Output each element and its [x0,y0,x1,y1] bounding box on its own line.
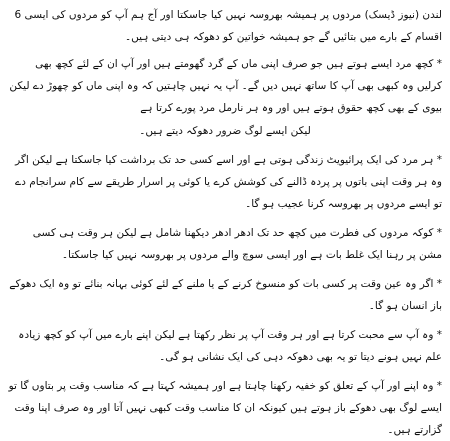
point-last-minute-excuses: * اگر وہ عین وقت پر کسی بات کو منسوخ کرنے کے یا ملنے کے لئے کوئی بہانہ بنائے تو وہ ایک دھوکے باز انسان ہو گا۔ [9,278,442,312]
point-wandering-eye: * کوکہ مردوں کی فطرت میں کچھ حد تک ادھر ادھر دیکھنا شامل ہے لیکن ہر وقت ہی کسی مشن پر رہنا ایک غلط بات ہے اور ایسی سوچ والے مردوں پر بھروسہ نہیں کیا جاسکتا۔ [32,227,442,261]
point-secretive-life: * ہر مرد کی ایک پرائیویٹ زندگی ہوتی ہے اور اسے کسی حد تک برداشت کیا جاسکتا ہے لیکن اگر وہ ہر وقت اپنی باتوں پر پردہ ڈالنے کی کوشش کرے یا کوئی پر اسرار طریقے سے کام سرانجام دے تو ایسے مردوں پر بھروسہ کرنا عجیب ہو گا۔ [15,154,442,210]
point-hides-himself: * وہ آپ سے محبت کرتا ہے اور ہر وقت آپ پر نظر رکھتا ہے لیکن اپنے بارے میں آپ کو کچھ زیادہ علم نہیں ہونے دیتا تو یہ بھی دھوکہ دہی کی ایک نشانی ہو گی۔ [18,329,442,363]
point-secret-relationship: * وہ اپنے اور آپ کے تعلق کو خفیہ رکھنا چاہتا ہے اور ہمیشہ کہتا ہے کہ مناسب وقت پر بتاوں گا تو ایسے لوگ بھی دھوکے باز ہوتے ہیں کیونکہ ان کا مناسب وقت کبھی نہیں آتا اور وہ صرف اپنا وقت گزارتے ہیں۔ [8,380,442,436]
article-intro: لندن (نیوز ڈیسک) مردوں پر ہمیشہ بھروسہ نہیں کیا جاسکتا اور آج ہم آپ کو مردوں کی ایسی 6 اقسام کے بارے میں بتائیں گے جو ہمیشہ خواتین کو دھوکہ ہی دیتی ہیں۔ [14,9,442,43]
point-mothers-son: * کچھ مرد ایسے ہوتے ہیں جو صرف اپنی ماں کے گرد گھومتے ہیں اور آپ ان کے لئے کچھ بھی کرلیں وہ کبھی بھی آپ کا ساتھ نہیں دیں گے۔ آپ یہ نہیں چاہتیں کہ وہ اپنی ماں کو چھوڑ دے لیکن بیوی کے بھی کچھ حقوق ہوتے ہیں اور وہ ہر نارمل مرد پورے کرتا ہے [9,58,442,114]
point-mothers-son-tail: لیکن ایسے لوگ ضرور دھوکہ دیتے ہیں۔ [139,125,311,137]
